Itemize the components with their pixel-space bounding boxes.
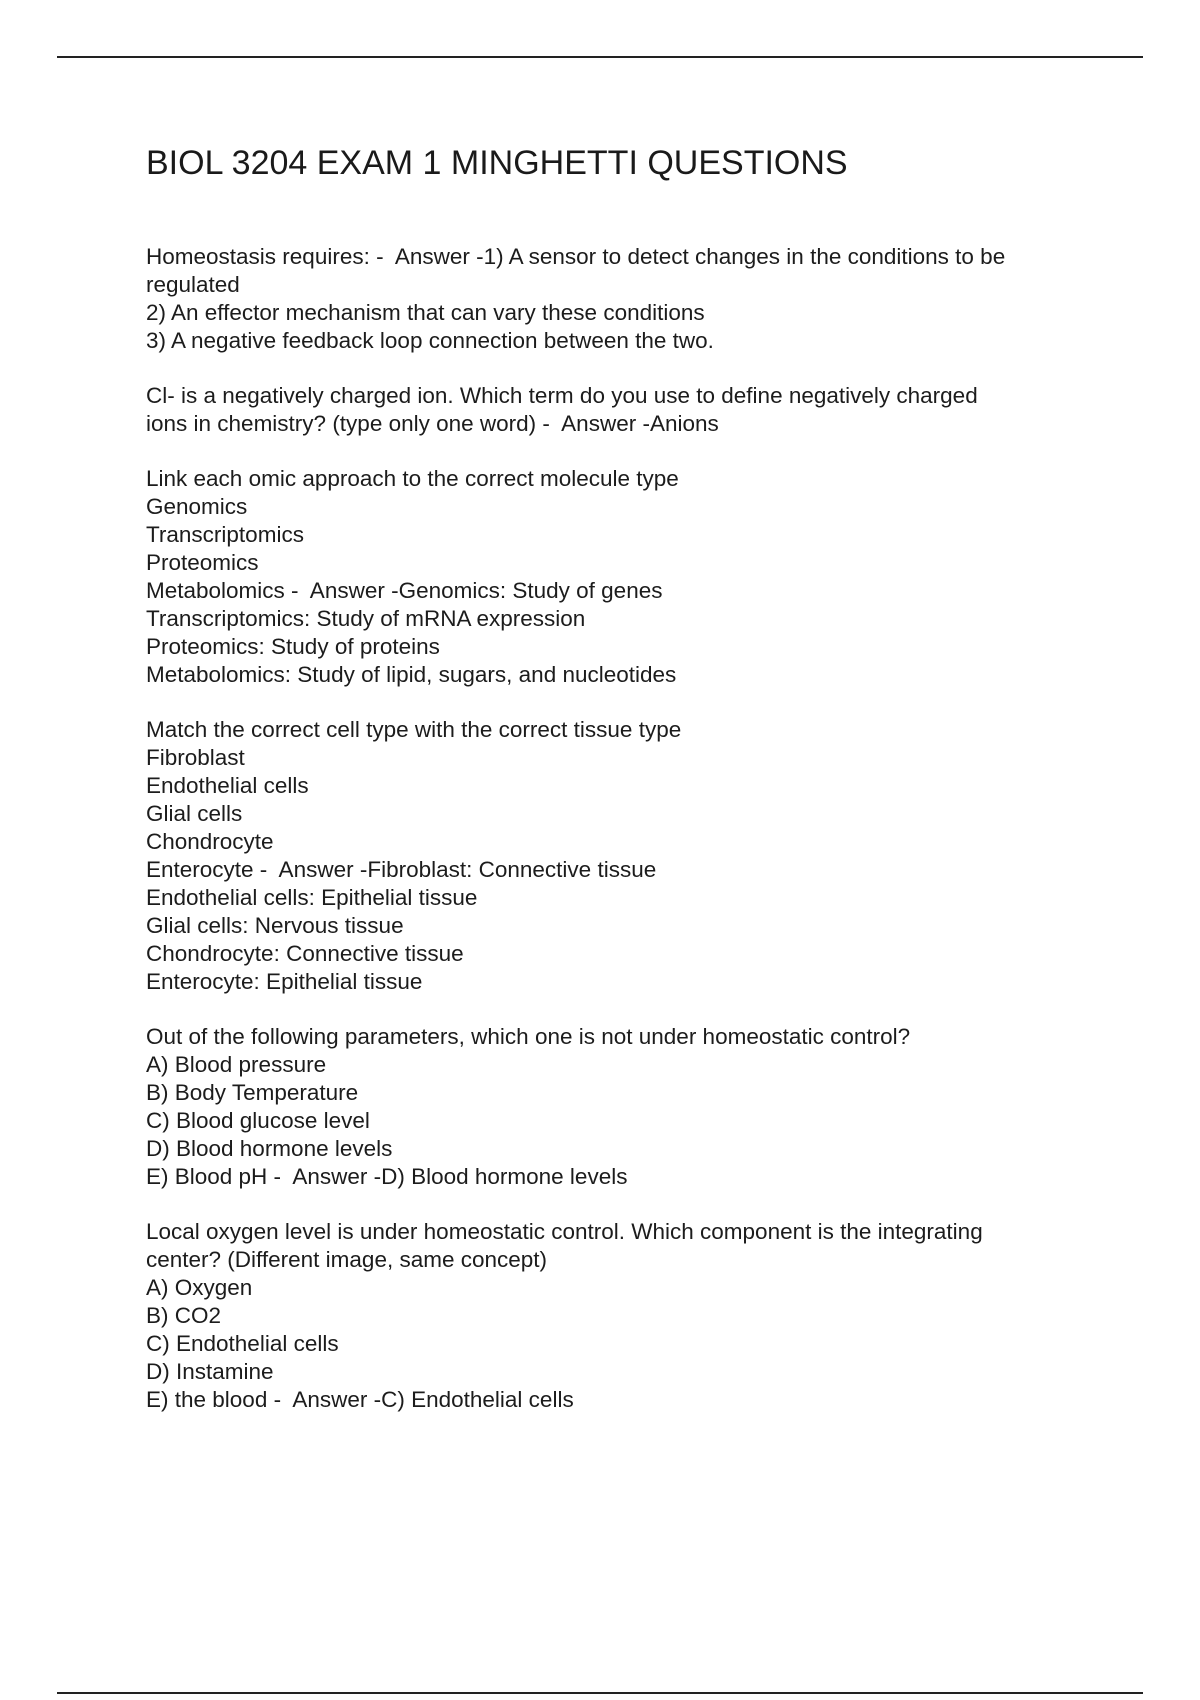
qa-integrating-center	[146, 1218, 1086, 1414]
text-line: D) Instamine	[146, 1359, 274, 1384]
text-line: B) Body Temperature	[146, 1080, 359, 1105]
text-line: Genomics	[146, 494, 248, 519]
text-line: Chondrocyte: Connective tissue	[146, 941, 464, 966]
text-line: Metabolomics: Study of lipid, sugars, and nucleotides	[146, 662, 677, 687]
text-line: Enterocyte - Answer -Fibroblast: Connective tissue	[146, 857, 657, 882]
qa-anions	[146, 382, 1086, 438]
text-line: Enterocyte: Epithelial tissue	[146, 969, 423, 994]
text-line: center? (Different image, same concept)	[146, 1247, 548, 1272]
text-line: Chondrocyte	[146, 829, 274, 854]
text-line: Fibroblast	[146, 745, 245, 770]
text-line: Proteomics: Study of proteins	[146, 634, 440, 659]
text-line: Local oxygen level is under homeostatic control. Which component is the integrating	[146, 1219, 983, 1244]
text-line: ions in chemistry? (type only one word) - Answer -Anions	[146, 411, 719, 436]
text-line: Cl- is a negatively charged ion. Which term do you use to define negatively charged	[146, 383, 978, 408]
document-body	[146, 243, 1086, 1441]
text-line: 2) An effector mechanism that can vary these conditions	[146, 300, 705, 325]
text-line: E) Blood pH - Answer -D) Blood hormone levels	[146, 1164, 628, 1189]
text-line: Link each omic approach to the correct molecule type	[146, 466, 679, 491]
bottom-divider	[57, 1692, 1143, 1694]
document-title: BIOL 3204 EXAM 1 MINGHETTI QUESTIONS	[146, 144, 848, 182]
text-line: Homeostasis requires: - Answer -1) A sensor to detect changes in the conditions to be	[146, 244, 1006, 269]
text-line: C) Endothelial cells	[146, 1331, 339, 1356]
qa-homeostatic-control	[146, 1023, 1086, 1191]
text-line: Proteomics	[146, 550, 259, 575]
qa-homeostasis-requirements	[146, 243, 1086, 355]
text-line: Endothelial cells	[146, 773, 309, 798]
text-line: Endothelial cells: Epithelial tissue	[146, 885, 478, 910]
text-line: Glial cells	[146, 801, 243, 826]
text-line: Transcriptomics: Study of mRNA expression	[146, 606, 586, 631]
text-line: 3) A negative feedback loop connection between the two.	[146, 328, 714, 353]
qa-omics	[146, 465, 1086, 689]
top-divider	[57, 56, 1143, 58]
text-line: Out of the following parameters, which one is not under homeostatic control?	[146, 1024, 911, 1049]
text-line: C) Blood glucose level	[146, 1108, 370, 1133]
text-line: Transcriptomics	[146, 522, 304, 547]
text-line: Glial cells: Nervous tissue	[146, 913, 404, 938]
text-line: A) Oxygen	[146, 1275, 253, 1300]
text-line: Metabolomics - Answer -Genomics: Study of genes	[146, 578, 663, 603]
qa-cell-tissue-match	[146, 716, 1086, 996]
text-line: regulated	[146, 272, 240, 297]
text-line: E) the blood - Answer -C) Endothelial cells	[146, 1387, 574, 1412]
text-line: A) Blood pressure	[146, 1052, 327, 1077]
text-line: B) CO2	[146, 1303, 222, 1328]
text-line: D) Blood hormone levels	[146, 1136, 393, 1161]
text-line: Match the correct cell type with the correct tissue type	[146, 717, 682, 742]
